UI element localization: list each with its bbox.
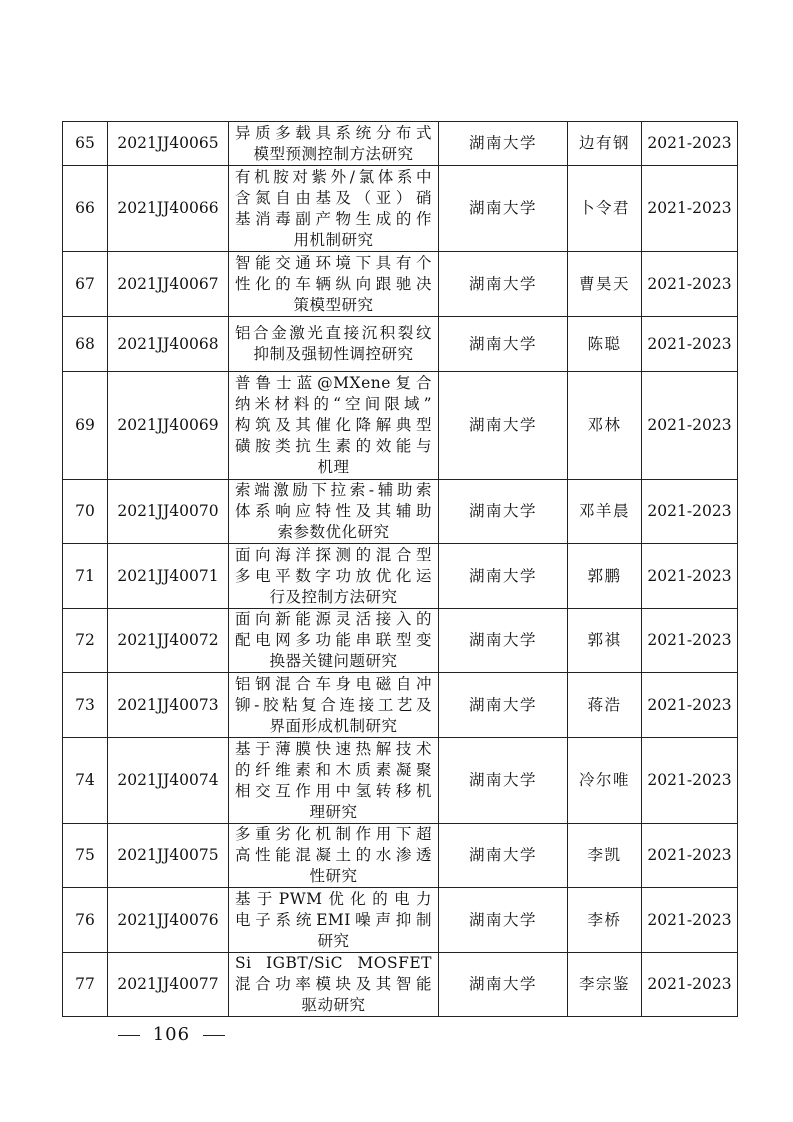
- project-code: 2021JJ40077: [108, 953, 229, 1017]
- project-title-line: 性研究: [309, 867, 358, 885]
- project-code: 2021JJ40069: [108, 372, 229, 480]
- project-period: 2021-2023: [642, 252, 738, 317]
- project-title-line: 理研究: [309, 802, 358, 821]
- host-unit: 湖南大学: [439, 317, 568, 372]
- project-table: [62, 121, 738, 1017]
- row-index: 68: [63, 317, 108, 372]
- row-index: 70: [63, 480, 108, 544]
- project-title: [229, 372, 439, 480]
- table-row: [63, 888, 738, 953]
- project-title-line: Si IGBT/SiC MOSFET: [235, 954, 432, 972]
- project-code: 2021JJ40065: [108, 122, 229, 166]
- project-period: 2021-2023: [642, 609, 738, 673]
- table-row: [63, 372, 738, 480]
- project-title: [229, 673, 439, 738]
- row-index: 69: [63, 372, 108, 480]
- project-code: 2021JJ40072: [108, 609, 229, 673]
- table-row: [63, 824, 738, 888]
- project-code: 2021JJ40068: [108, 317, 229, 372]
- project-title-line: 多电平数字功放优化运: [235, 566, 432, 585]
- host-unit: 湖南大学: [439, 166, 568, 252]
- row-index: 77: [63, 953, 108, 1017]
- project-title-line: 构筑及其催化降解典型: [235, 416, 432, 434]
- project-period: 2021-2023: [642, 122, 738, 166]
- project-title: [229, 480, 439, 544]
- table-row: [63, 609, 738, 673]
- footer-dash-right: [203, 1035, 225, 1036]
- host-unit: 湖南大学: [439, 609, 568, 673]
- project-title: [229, 888, 439, 953]
- project-title-line: 研究: [317, 931, 350, 950]
- project-title-line: 驱动研究: [301, 996, 366, 1014]
- project-title-line: 高性能混凝土的水渗透: [235, 846, 432, 864]
- project-period: 2021-2023: [642, 738, 738, 824]
- row-index: 73: [63, 673, 108, 738]
- project-title: [229, 317, 439, 372]
- principal-investigator: 郭祺: [568, 609, 642, 673]
- project-title-line: 抑制及强韧性调控研究: [253, 345, 414, 363]
- row-index: 67: [63, 252, 108, 317]
- page-number: 106: [152, 1024, 191, 1045]
- project-title: [229, 824, 439, 888]
- project-title-line: 磺胺类抗生素的效能与: [235, 437, 432, 455]
- row-index: 71: [63, 544, 108, 609]
- project-period: 2021-2023: [642, 824, 738, 888]
- project-period: 2021-2023: [642, 888, 738, 953]
- project-title: [229, 544, 439, 609]
- project-period: 2021-2023: [642, 372, 738, 480]
- project-title-line: 铝钢混合车身电磁自冲: [235, 674, 432, 693]
- project-title-line: 相交互作用中氢转移机: [235, 781, 432, 800]
- project-title-line: 电子系统EMI噪声抑制: [235, 910, 432, 929]
- table-row: [63, 166, 738, 252]
- project-title-line: 纳米材料的“空间限域”: [235, 395, 432, 413]
- project-title: [229, 738, 439, 824]
- project-period: 2021-2023: [642, 673, 738, 738]
- project-title-line: 索参数优化研究: [277, 523, 390, 541]
- principal-investigator: 陈聪: [568, 317, 642, 372]
- project-period: 2021-2023: [642, 480, 738, 544]
- project-title-line: 含氮自由基及（亚）硝: [235, 188, 432, 207]
- project-title: [229, 953, 439, 1017]
- project-title-line: 性化的车辆纵向跟驰决: [235, 274, 432, 293]
- project-title-line: 普鲁士蓝@MXene复合: [235, 374, 432, 392]
- row-index: 66: [63, 166, 108, 252]
- project-title: [229, 166, 439, 252]
- project-code: 2021JJ40071: [108, 544, 229, 609]
- table-row: [63, 673, 738, 738]
- project-title-line: 多重劣化机制作用下超: [235, 825, 432, 843]
- host-unit: 湖南大学: [439, 480, 568, 544]
- project-title-line: 行及控制方法研究: [269, 587, 398, 606]
- project-title-line: 有机胺对紫外/氯体系中: [235, 167, 432, 186]
- project-title: [229, 252, 439, 317]
- project-title-line: 换器关键问题研究: [269, 652, 398, 670]
- table-row: [63, 317, 738, 372]
- footer-dash-left: [118, 1035, 140, 1036]
- principal-investigator: 曹昊天: [568, 252, 642, 317]
- project-title-line: 界面形成机制研究: [269, 716, 398, 735]
- project-title: [229, 122, 439, 166]
- principal-investigator: 邓林: [568, 372, 642, 480]
- host-unit: 湖南大学: [439, 372, 568, 480]
- principal-investigator: 蒋浩: [568, 673, 642, 738]
- row-index: 65: [63, 122, 108, 166]
- project-title-line: 铝合金激光直接沉积裂纹: [235, 324, 432, 342]
- host-unit: 湖南大学: [439, 122, 568, 166]
- project-period: 2021-2023: [642, 166, 738, 252]
- page-footer: [112, 1024, 231, 1045]
- project-title-line: 机理: [317, 458, 350, 476]
- project-code: 2021JJ40070: [108, 480, 229, 544]
- project-period: 2021-2023: [642, 544, 738, 609]
- row-index: 76: [63, 888, 108, 953]
- principal-investigator: 邓羊晨: [568, 480, 642, 544]
- host-unit: 湖南大学: [439, 673, 568, 738]
- project-title-line: 铆-胶粘复合连接工艺及: [235, 695, 432, 714]
- project-code: 2021JJ40066: [108, 166, 229, 252]
- host-unit: 湖南大学: [439, 953, 568, 1017]
- principal-investigator: 冷尔唯: [568, 738, 642, 824]
- project-title: [229, 609, 439, 673]
- project-title-line: 的纤维素和木质素凝聚: [235, 760, 432, 779]
- project-code: 2021JJ40075: [108, 824, 229, 888]
- principal-investigator: 李宗鉴: [568, 953, 642, 1017]
- project-title-line: 策模型研究: [293, 295, 374, 314]
- table-row: [63, 738, 738, 824]
- principal-investigator: 边有钢: [568, 122, 642, 166]
- project-code: 2021JJ40076: [108, 888, 229, 953]
- project-title-line: 配电网多功能串联型变: [235, 631, 432, 649]
- project-period: 2021-2023: [642, 317, 738, 372]
- row-index: 72: [63, 609, 108, 673]
- project-title-line: 异质多载具系统分布式: [235, 123, 432, 142]
- host-unit: 湖南大学: [439, 738, 568, 824]
- host-unit: 湖南大学: [439, 544, 568, 609]
- project-title-line: 索端激励下拉索-辅助索: [235, 481, 432, 499]
- row-index: 74: [63, 738, 108, 824]
- row-index: 75: [63, 824, 108, 888]
- project-period: 2021-2023: [642, 953, 738, 1017]
- project-title-line: 智能交通环境下具有个: [235, 253, 432, 272]
- principal-investigator: 李凯: [568, 824, 642, 888]
- principal-investigator: 卜令君: [568, 166, 642, 252]
- project-code: 2021JJ40074: [108, 738, 229, 824]
- project-title-line: 体系响应特性及其辅助: [235, 502, 432, 520]
- project-title-line: 基消毒副产物生成的作: [235, 209, 432, 228]
- table-row: [63, 544, 738, 609]
- host-unit: 湖南大学: [439, 252, 568, 317]
- project-code: 2021JJ40067: [108, 252, 229, 317]
- project-title-line: 用机制研究: [293, 230, 374, 249]
- principal-investigator: 李桥: [568, 888, 642, 953]
- table-row: [63, 480, 738, 544]
- host-unit: 湖南大学: [439, 888, 568, 953]
- project-title-line: 基于PWM优化的电力: [235, 889, 432, 908]
- project-title-line: 面向新能源灵活接入的: [235, 610, 432, 628]
- table-row: [63, 122, 738, 166]
- project-title-line: 混合功率模块及其智能: [235, 975, 432, 993]
- table-body: [63, 122, 738, 1017]
- project-title-line: 面向海洋探测的混合型: [235, 545, 432, 564]
- table-row: [63, 252, 738, 317]
- principal-investigator: 郭鹏: [568, 544, 642, 609]
- host-unit: 湖南大学: [439, 824, 568, 888]
- project-title-line: 基于薄膜快速热解技术: [235, 739, 432, 758]
- project-code: 2021JJ40073: [108, 673, 229, 738]
- table-row: [63, 953, 738, 1017]
- project-title-line: 模型预测控制方法研究: [253, 144, 414, 163]
